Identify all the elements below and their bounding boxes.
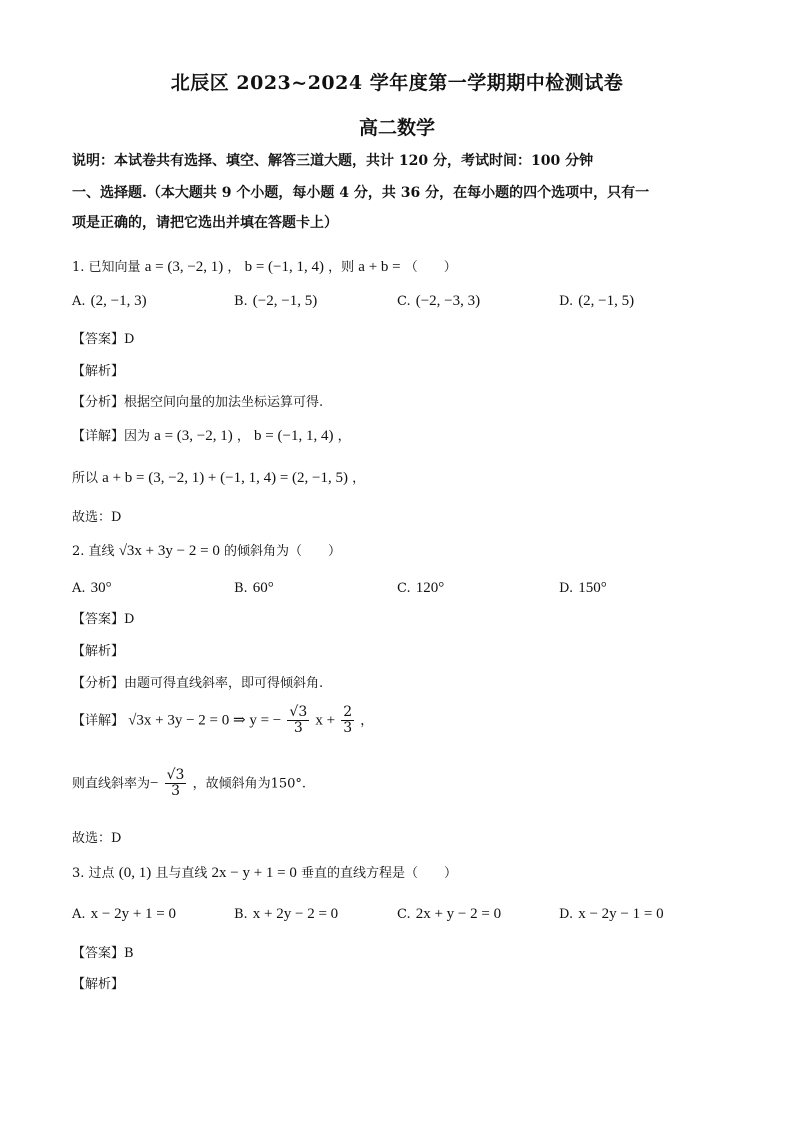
q2-slope-sign: − xyxy=(150,775,159,792)
q2-detail-lhs: √3x + 3y − 2 = 0 ⇒ y = − xyxy=(128,712,282,729)
exam-note: 说明：本试卷共有选择、填空、解答三道大题，共计 120 分，考试时间：100 分钟 xyxy=(72,153,594,169)
q2-slope-pre: 则直线斜率为 xyxy=(72,776,151,792)
q1-final: 故选：D xyxy=(72,510,122,525)
option-label: B. xyxy=(234,581,248,596)
q1-vector-a: a = (3, −2, 1) xyxy=(144,259,224,275)
q2-stem-text: 直线 xyxy=(88,544,115,559)
q3-stem xyxy=(72,862,457,882)
q2-detail: 【详解】 √3x + 3y − 2 = 0 ⇒ y = − $\frac{√3}{3}$ x + $\frac{2}{3}$ ， xyxy=(72,704,374,737)
q3-option-a[interactable] xyxy=(72,903,176,923)
fraction-numerator: 2 xyxy=(343,704,353,720)
q2-option-b[interactable] xyxy=(234,577,274,597)
q1-option-b[interactable] xyxy=(234,290,317,310)
option-value: 150° xyxy=(578,580,607,596)
q3-analysis-tag: 【解析】 xyxy=(72,977,125,992)
q1-option-d[interactable] xyxy=(559,290,634,310)
q1-option-c[interactable] xyxy=(397,290,480,310)
option-value: (−2, −3, 3) xyxy=(415,293,481,309)
q1-so-expression: a + b = (3, −2, 1) + (−1, 1, 4) = (2, −1, 5) xyxy=(102,470,349,486)
q1-stem: 1. 已知向量 a = (3, −2, 1) ， b = (−1, 1, 4) ，则 a + b = （ ） xyxy=(72,259,457,275)
q1-so-line: 所以 a + b = (3, −2, 1) + (−1, 1, 4) = (2, −1, 5) ， xyxy=(72,470,366,486)
q1-so-text: 所以 xyxy=(72,471,99,486)
section-heading-line2: 项是正确的，请把它选出并填在答题卡上） xyxy=(72,215,338,231)
q2-fraction-1 xyxy=(287,705,309,737)
fraction-numerator: √3 xyxy=(166,767,185,783)
q3-stem-post: 垂直的直线方程是（ ） xyxy=(301,866,458,881)
q3-stem-text: 过点 xyxy=(88,866,115,881)
q3-option-c[interactable] xyxy=(397,903,501,923)
option-value: x − 2y + 1 = 0 xyxy=(90,906,177,922)
fraction-denominator: 3 xyxy=(171,783,180,800)
q2-equation: √3x + 3y − 2 = 0 xyxy=(118,543,220,559)
q2-option-c[interactable] xyxy=(397,577,444,597)
option-label: A. xyxy=(72,294,86,309)
q2-option-d[interactable] xyxy=(559,577,607,597)
q2-slope-post: ，故倾斜角为150°. xyxy=(192,776,307,792)
exam-subtitle: 高二数学 xyxy=(358,117,435,139)
option-label: A. xyxy=(72,907,86,922)
q1-answer: 【答案】D xyxy=(72,332,135,347)
q1-vector-b: b = (−1, 1, 4) xyxy=(244,259,324,275)
q2-analysis-tag: 【解析】 xyxy=(72,644,125,659)
q3-answer: 【答案】B xyxy=(72,946,134,961)
q2-final: 故选：D xyxy=(72,831,122,846)
fraction-numerator: √3 xyxy=(289,704,308,720)
option-label: D. xyxy=(559,294,574,309)
fraction-denominator: 3 xyxy=(293,720,303,737)
option-value: 30° xyxy=(90,580,112,596)
q2-number: 2. xyxy=(72,544,85,559)
q2-slope-fraction xyxy=(165,768,187,800)
fraction-denominator: 3 xyxy=(343,720,353,737)
option-label: D. xyxy=(559,581,574,596)
option-value: 60° xyxy=(252,580,274,596)
option-label: A. xyxy=(72,581,86,596)
option-label: B. xyxy=(234,907,248,922)
q3-option-d[interactable] xyxy=(559,903,664,923)
q3-point: (0, 1) xyxy=(118,865,152,881)
q2-stem xyxy=(72,540,341,560)
q1-expression: a + b = xyxy=(358,259,401,275)
q2-analysis: 【分析】由题可得直线斜率，即可得倾斜角. xyxy=(72,676,324,691)
option-value: 120° xyxy=(415,580,445,596)
q2-answer: 【答案】D xyxy=(72,612,135,627)
option-value: 2x + y − 2 = 0 xyxy=(415,906,502,922)
q1-analysis: 【分析】根据空间向量的加法坐标运算可得. xyxy=(72,395,324,410)
option-value: x − 2y − 1 = 0 xyxy=(578,906,664,922)
q3-number: 3. xyxy=(72,866,85,881)
option-label: C. xyxy=(397,907,411,922)
q2-fraction-2 xyxy=(341,705,354,737)
option-label: B. xyxy=(234,294,248,309)
q1-detail-vector-b: b = (−1, 1, 4) xyxy=(254,428,334,444)
q1-stem-mid: ，则 xyxy=(328,260,355,275)
q1-detail-vector-a: a = (3, −2, 1) xyxy=(154,428,233,444)
option-value: (2, −1, 5) xyxy=(578,293,635,309)
q1-blank: （ ） xyxy=(404,260,457,275)
q3-stem-mid: 且与直线 xyxy=(155,866,208,881)
q1-stem-text: 已知向量 xyxy=(88,260,141,275)
q1-detail-tag: 【详解】 xyxy=(72,429,125,444)
option-label: D. xyxy=(559,907,574,922)
section-heading-line1: 一、选择题.（本大题共 9 个小题，每小题 4 分，共 36 分，在每小题的四个选项中，只有一 xyxy=(72,185,650,201)
q1-number: 1. xyxy=(72,260,85,275)
q2-slope-line xyxy=(72,768,306,800)
q1-option-a[interactable] xyxy=(72,290,147,310)
q1-detail-text: 因为 xyxy=(124,429,151,444)
option-label: C. xyxy=(397,294,411,309)
q2-detail-tag: 【详解】 xyxy=(72,713,125,729)
q2-detail-mid: x + xyxy=(315,712,336,729)
q2-stem-post: 的倾斜角为（ ） xyxy=(223,544,341,559)
option-value: (2, −1, 3) xyxy=(90,293,147,309)
q1-analysis-tag: 【解析】 xyxy=(72,364,125,379)
option-value: x + 2y − 2 = 0 xyxy=(252,906,339,922)
option-value: (−2, −1, 5) xyxy=(252,293,318,309)
q2-option-a[interactable] xyxy=(72,577,112,597)
q1-detail: 【详解】因为 a = (3, −2, 1) ， b = (−1, 1, 4) ， xyxy=(72,428,351,444)
option-label: C. xyxy=(397,581,411,596)
exam-title: 北辰区 2023~2024 学年度第一学期期中检测试卷 xyxy=(170,72,624,94)
q3-line: 2x − y + 1 = 0 xyxy=(211,865,297,881)
q3-option-b[interactable] xyxy=(234,903,338,923)
